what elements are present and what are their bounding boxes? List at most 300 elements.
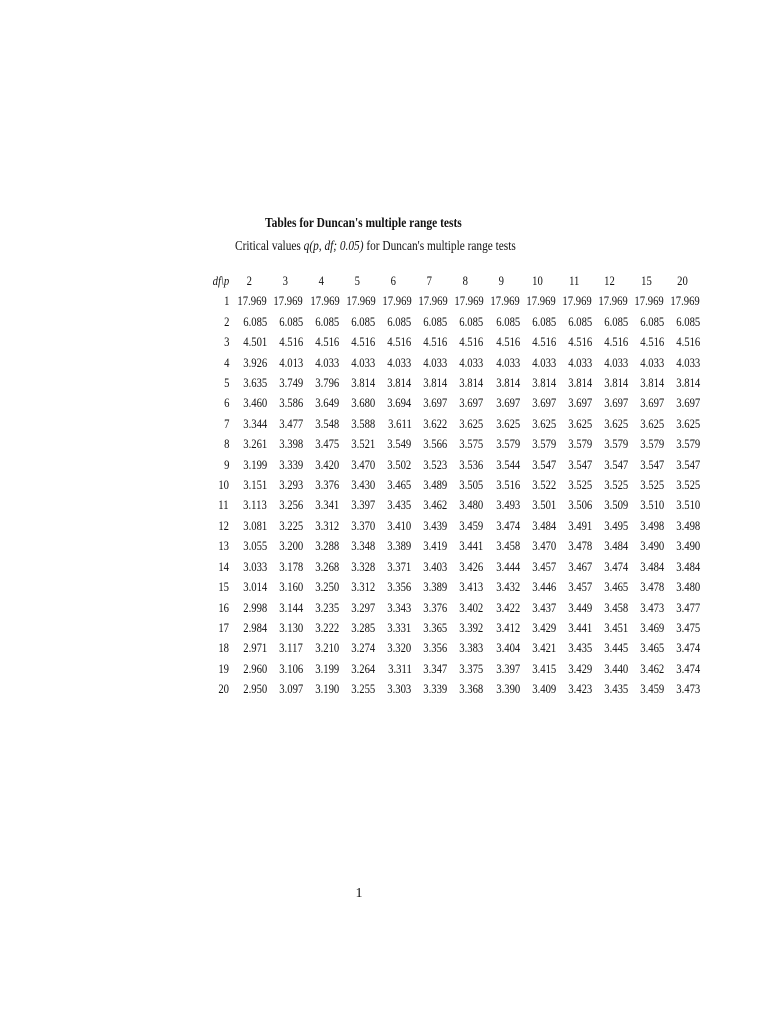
table-cell	[375, 577, 411, 597]
table-cell	[592, 414, 628, 434]
table-cell	[231, 638, 267, 658]
cell-value: 17.969	[634, 293, 665, 309]
table-cell	[339, 332, 375, 352]
cell-value: 4.501	[243, 334, 268, 350]
cell-value: 3.312	[315, 517, 340, 533]
column-header-p	[520, 271, 556, 291]
table-cell	[520, 291, 556, 311]
table-cell	[556, 373, 592, 393]
table-row	[198, 373, 700, 393]
cell-value: 3.256	[279, 497, 304, 513]
table-cell	[484, 598, 520, 618]
cell-value: 17.969	[418, 293, 448, 309]
cell-value: 3.328	[351, 558, 376, 574]
table-cell	[664, 598, 700, 618]
cell-value: 3.493	[495, 497, 520, 513]
cell-value: 3.365	[423, 619, 448, 635]
cell-value: 3.547	[676, 456, 701, 472]
table-cell	[592, 495, 628, 515]
cell-value: 3.429	[531, 619, 556, 635]
table-cell	[411, 291, 447, 311]
table-cell	[231, 455, 267, 475]
cell-value: 17.969	[490, 293, 520, 309]
table-cell	[448, 373, 484, 393]
table-cell	[520, 516, 556, 536]
table-cell	[664, 455, 700, 475]
cell-value: 3.261	[243, 436, 268, 452]
column-header-p	[448, 271, 484, 291]
table-cell	[303, 353, 339, 373]
table-cell	[592, 598, 628, 618]
cell-value: 3.484	[531, 517, 556, 533]
corner-label: df\p	[212, 273, 229, 288]
table-cell	[411, 557, 447, 577]
cell-value: 3.117	[279, 640, 304, 656]
cell-value: 3.081	[243, 517, 268, 533]
cell-value: 3.371	[387, 558, 412, 574]
cell-value: 3.415	[531, 660, 556, 676]
cell-value: 3.536	[459, 456, 484, 472]
cell-value: 3.235	[315, 599, 340, 615]
table-cell	[267, 495, 303, 515]
table-cell	[664, 353, 700, 373]
table-row	[198, 353, 700, 373]
table-cell	[411, 414, 447, 434]
df-label: 5	[223, 375, 229, 391]
cell-value: 3.814	[495, 375, 520, 391]
table-cell	[628, 291, 664, 311]
table-cell	[267, 618, 303, 638]
cell-value: 17.969	[562, 293, 592, 309]
cell-value: 3.474	[495, 517, 520, 533]
column-header-label: 9	[499, 273, 505, 288]
cell-value: 3.575	[459, 436, 484, 452]
cell-value: 17.969	[670, 293, 701, 309]
critical-values-table	[198, 271, 700, 700]
cell-value: 3.611	[387, 415, 412, 431]
cell-value: 4.013	[279, 354, 304, 370]
cell-value: 3.549	[387, 436, 412, 452]
cell-value: 3.495	[604, 517, 629, 533]
cell-value: 3.484	[604, 538, 629, 554]
cell-value: 4.516	[531, 334, 556, 350]
cell-value: 3.814	[459, 375, 484, 391]
table-cell	[556, 312, 592, 332]
table-cell	[628, 598, 664, 618]
table-cell	[375, 475, 411, 495]
table-row	[198, 598, 700, 618]
df-label: 1	[223, 293, 229, 309]
cell-value: 3.397	[495, 660, 520, 676]
cell-value: 3.446	[531, 579, 556, 595]
df-label: 13	[218, 538, 229, 554]
table-cell	[556, 434, 592, 454]
caption-math: q(p, df; 0.05)	[303, 238, 364, 253]
cell-value: 3.160	[279, 579, 304, 595]
cell-value: 4.033	[640, 354, 665, 370]
df-label: 19	[218, 660, 229, 676]
cell-value: 3.376	[315, 477, 340, 493]
table-cell	[411, 495, 447, 515]
table-cell	[628, 312, 664, 332]
cell-value: 3.339	[279, 456, 304, 472]
table-cell	[664, 414, 700, 434]
cell-value: 3.462	[423, 497, 448, 513]
cell-value: 3.311	[387, 660, 412, 676]
table-cell	[339, 434, 375, 454]
table-cell	[411, 434, 447, 454]
cell-value: 3.525	[567, 477, 592, 493]
cell-value: 3.625	[459, 415, 484, 431]
table-cell	[303, 679, 339, 699]
table-cell	[339, 393, 375, 413]
cell-value: 6.085	[567, 313, 592, 329]
column-header-label: 4	[318, 273, 324, 288]
table-cell	[484, 475, 520, 495]
table-cell	[303, 434, 339, 454]
table-cell	[520, 659, 556, 679]
cell-value: 17.969	[309, 293, 340, 309]
cell-value: 3.480	[676, 579, 701, 595]
cell-value: 3.347	[423, 660, 448, 676]
table-cell	[267, 659, 303, 679]
table-cell	[664, 679, 700, 699]
cell-value: 3.510	[640, 497, 665, 513]
cell-value: 3.376	[423, 599, 448, 615]
cell-value: 3.268	[315, 558, 340, 574]
cell-value: 3.403	[423, 558, 448, 574]
table-cell	[339, 475, 375, 495]
cell-value: 3.697	[459, 395, 484, 411]
cell-value: 4.033	[531, 354, 556, 370]
table-cell	[448, 495, 484, 515]
cell-value: 17.969	[598, 293, 629, 309]
cell-value: 3.458	[604, 599, 629, 615]
table-cell	[231, 353, 267, 373]
cell-value: 3.475	[315, 436, 340, 452]
table-cell	[448, 475, 484, 495]
table-cell	[664, 659, 700, 679]
table-cell	[592, 516, 628, 536]
table-cell	[556, 393, 592, 413]
column-header-label: 11	[568, 273, 580, 288]
df-label: 9	[223, 456, 229, 472]
cell-value: 3.432	[495, 579, 520, 595]
table-cell	[267, 455, 303, 475]
df-label: 3	[223, 334, 229, 350]
table-cell	[267, 291, 303, 311]
table-cell	[664, 475, 700, 495]
table-cell	[520, 679, 556, 699]
df-label: 7	[223, 415, 229, 431]
df-label: 12	[218, 517, 229, 533]
table-row	[198, 557, 700, 577]
table-cell	[664, 577, 700, 597]
cell-value: 3.429	[567, 660, 592, 676]
cell-value: 3.478	[567, 538, 592, 554]
table-cell	[339, 291, 375, 311]
cell-value: 3.274	[351, 640, 376, 656]
table-cell	[556, 332, 592, 352]
column-header-p	[267, 271, 303, 291]
cell-value: 3.697	[567, 395, 592, 411]
column-header-p	[339, 271, 375, 291]
df-label: 11	[218, 497, 229, 513]
cell-value: 6.085	[423, 313, 448, 329]
cell-value: 3.449	[567, 599, 592, 615]
table-body	[198, 291, 700, 699]
cell-value: 3.199	[243, 456, 268, 472]
table-cell	[448, 455, 484, 475]
cell-value: 3.579	[531, 436, 556, 452]
table-cell	[267, 353, 303, 373]
cell-value: 2.950	[243, 681, 268, 697]
table-cell	[303, 291, 339, 311]
table-cell	[628, 516, 664, 536]
cell-value: 3.749	[279, 375, 304, 391]
cell-value: 3.106	[279, 660, 304, 676]
table-cell	[267, 516, 303, 536]
cell-value: 3.435	[567, 640, 592, 656]
cell-value: 3.398	[279, 436, 304, 452]
cell-value: 3.467	[567, 558, 592, 574]
cell-value: 3.451	[604, 619, 629, 635]
table-cell	[592, 557, 628, 577]
cell-value: 3.225	[279, 517, 304, 533]
table-cell	[628, 455, 664, 475]
cell-value: 4.033	[387, 354, 412, 370]
cell-value: 3.814	[640, 375, 665, 391]
table-row	[198, 414, 700, 434]
cell-value: 3.392	[459, 619, 484, 635]
cell-value: 3.814	[567, 375, 592, 391]
table-cell	[484, 618, 520, 638]
cell-value: 3.509	[604, 497, 629, 513]
cell-value: 3.459	[640, 681, 665, 697]
cell-value: 3.055	[243, 538, 268, 554]
cell-value: 3.477	[676, 599, 701, 615]
table-cell	[556, 455, 592, 475]
cell-value: 3.694	[387, 395, 412, 411]
table-cell	[628, 557, 664, 577]
table-cell	[448, 679, 484, 699]
row-header-df	[198, 495, 231, 515]
table-cell	[411, 332, 447, 352]
table-cell	[592, 679, 628, 699]
table-cell	[375, 659, 411, 679]
table-cell	[303, 455, 339, 475]
cell-value: 3.413	[459, 579, 484, 595]
cell-value: 3.498	[640, 517, 665, 533]
cell-value: 3.814	[351, 375, 376, 391]
table-cell	[267, 577, 303, 597]
cell-value: 3.343	[387, 599, 412, 615]
table-cell	[231, 516, 267, 536]
cell-value: 3.478	[640, 579, 665, 595]
table-cell	[231, 577, 267, 597]
table-cell	[339, 618, 375, 638]
row-header-df	[198, 353, 231, 373]
table-cell	[231, 598, 267, 618]
table-cell	[411, 516, 447, 536]
cell-value: 4.033	[495, 354, 520, 370]
cell-value: 3.470	[531, 538, 556, 554]
table-cell	[267, 414, 303, 434]
row-header-df	[198, 516, 231, 536]
table-cell	[556, 516, 592, 536]
table-cell	[592, 659, 628, 679]
cell-value: 4.516	[676, 334, 701, 350]
table-cell	[303, 536, 339, 556]
cell-value: 3.210	[315, 640, 340, 656]
cell-value: 3.356	[423, 640, 448, 656]
cell-value: 3.525	[640, 477, 665, 493]
table-cell	[628, 393, 664, 413]
table-row	[198, 536, 700, 556]
cell-value: 3.014	[243, 579, 268, 595]
table-cell	[520, 353, 556, 373]
table-cell	[520, 577, 556, 597]
cell-value: 3.312	[351, 579, 376, 595]
table-cell	[375, 332, 411, 352]
row-header-df	[198, 312, 231, 332]
cell-value: 3.421	[531, 640, 556, 656]
cell-value: 3.498	[676, 517, 701, 533]
table-cell	[303, 332, 339, 352]
row-header-df	[198, 557, 231, 577]
table-cell	[411, 659, 447, 679]
table-cell	[556, 659, 592, 679]
table-cell	[231, 373, 267, 393]
row-header-df	[198, 373, 231, 393]
table-cell	[592, 475, 628, 495]
table-row	[198, 393, 700, 413]
row-header-df	[198, 638, 231, 658]
cell-value: 3.458	[495, 538, 520, 554]
cell-value: 3.525	[604, 477, 629, 493]
table-row	[198, 434, 700, 454]
cell-value: 17.969	[382, 293, 412, 309]
cell-value: 3.412	[495, 619, 520, 635]
column-header-label: 7	[426, 273, 433, 288]
cell-value: 3.477	[279, 415, 304, 431]
cell-value: 4.516	[279, 334, 304, 350]
table-cell	[484, 557, 520, 577]
cell-value: 3.441	[459, 538, 484, 554]
cell-value: 3.459	[459, 517, 484, 533]
table-cell	[628, 332, 664, 352]
table-cell	[448, 291, 484, 311]
cell-value: 3.814	[676, 375, 701, 391]
cell-value: 3.544	[495, 456, 520, 472]
cell-value: 17.969	[526, 293, 556, 309]
cell-value: 3.368	[459, 681, 484, 697]
cell-value: 3.097	[279, 681, 304, 697]
table-cell	[339, 659, 375, 679]
table-cell	[339, 598, 375, 618]
table-cell	[448, 332, 484, 352]
table-row	[198, 638, 700, 658]
table-cell	[339, 495, 375, 515]
cell-value: 3.151	[243, 477, 268, 493]
table-cell	[411, 638, 447, 658]
table-cell	[556, 598, 592, 618]
table-cell	[267, 312, 303, 332]
table-cell	[375, 373, 411, 393]
table-cell	[664, 291, 700, 311]
table-cell	[303, 393, 339, 413]
cell-value: 3.465	[387, 477, 412, 493]
table-cell	[303, 638, 339, 658]
df-label: 18	[218, 640, 229, 656]
cell-value: 3.465	[640, 640, 665, 656]
row-header-df	[198, 455, 231, 475]
table-cell	[375, 536, 411, 556]
cell-value: 3.462	[640, 660, 665, 676]
cell-value: 3.409	[531, 681, 556, 697]
df-label: 8	[223, 436, 229, 452]
cell-value: 3.579	[495, 436, 520, 452]
column-header-p	[664, 271, 700, 291]
table-cell	[231, 618, 267, 638]
caption-suffix: for Duncan's multiple range tests	[363, 238, 516, 253]
table-cell	[267, 393, 303, 413]
cell-value: 3.635	[243, 375, 268, 391]
table-cell	[448, 577, 484, 597]
df-label: 14	[218, 558, 229, 574]
cell-value: 3.474	[676, 640, 701, 656]
cell-value: 3.113	[243, 497, 268, 513]
table-cell	[448, 536, 484, 556]
cell-value: 3.622	[423, 415, 448, 431]
table-cell	[484, 638, 520, 658]
cell-value: 3.439	[423, 517, 448, 533]
cell-value: 3.344	[243, 415, 268, 431]
corner-header	[198, 271, 231, 291]
table-row	[198, 291, 700, 311]
table-cell	[520, 638, 556, 658]
cell-value: 6.085	[459, 313, 484, 329]
cell-value: 4.516	[351, 334, 376, 350]
table-cell	[448, 598, 484, 618]
table-cell	[448, 312, 484, 332]
table-cell	[664, 618, 700, 638]
cell-value: 3.697	[604, 395, 629, 411]
cell-value: 2.971	[243, 640, 268, 656]
table-cell	[556, 495, 592, 515]
row-header-df	[198, 618, 231, 638]
table-cell	[484, 414, 520, 434]
table-cell	[411, 679, 447, 699]
table-cell	[448, 659, 484, 679]
table-cell	[375, 679, 411, 699]
table-row	[198, 577, 700, 597]
table-cell	[664, 516, 700, 536]
cell-value: 3.490	[640, 538, 665, 554]
column-header-p	[484, 271, 520, 291]
table-cell	[520, 495, 556, 515]
table-cell	[231, 393, 267, 413]
table-cell	[411, 393, 447, 413]
table-cell	[592, 373, 628, 393]
row-header-df	[198, 598, 231, 618]
cell-value: 3.475	[676, 619, 701, 635]
cell-value: 3.501	[531, 497, 556, 513]
cell-value: 3.547	[531, 456, 556, 472]
cell-value: 3.389	[387, 538, 412, 554]
cell-value: 3.404	[495, 640, 520, 656]
cell-value: 3.469	[640, 619, 665, 635]
